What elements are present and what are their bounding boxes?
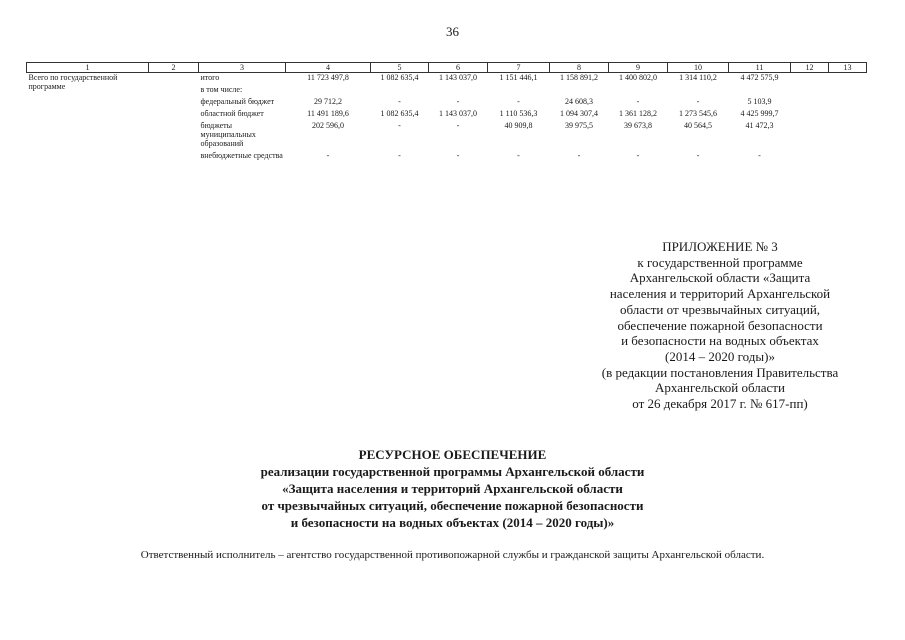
budget-table bbox=[26, 62, 867, 163]
appendix-line: ПРИЛОЖЕНИЕ № 3 bbox=[662, 239, 778, 254]
amount-cell: - bbox=[456, 97, 460, 106]
title-line: реализации государственной программы Архангельской области bbox=[260, 464, 645, 479]
appendix-line: населения и территорий Архангельской bbox=[609, 286, 831, 302]
column-header: 8 bbox=[550, 63, 609, 73]
amount-cell: 4 472 575,9 bbox=[740, 73, 779, 82]
amount-cell: - bbox=[517, 97, 520, 106]
amount-cell: 39 673,8 bbox=[624, 121, 652, 130]
amount-cell: 1 273 545,6 bbox=[679, 109, 717, 118]
amount-cell: 5 103,9 bbox=[747, 97, 772, 106]
amount-cell: 4 425 999,7 bbox=[740, 109, 779, 118]
amount-cell: - bbox=[696, 97, 700, 106]
amount-cell bbox=[829, 85, 867, 97]
column-header: 1 bbox=[27, 63, 149, 73]
title-line: РЕСУРСНОЕ ОБЕСПЕЧЕНИЕ bbox=[358, 447, 547, 462]
program-total-label: Всего по государственной программе bbox=[28, 73, 118, 91]
amount-cell: 1 314 110,2 bbox=[679, 73, 717, 82]
amount-cell: 11 491 189,6 bbox=[307, 109, 349, 118]
amount-cell bbox=[791, 109, 829, 121]
amount-cell bbox=[829, 121, 867, 151]
amount-cell bbox=[488, 85, 550, 97]
amount-cell: 202 596,0 bbox=[312, 121, 344, 130]
column-header: 4 bbox=[286, 63, 371, 73]
amount-cell bbox=[429, 85, 488, 97]
table-body bbox=[27, 73, 867, 164]
appendix-line: и безопасности на водных объектах bbox=[621, 333, 819, 349]
amount-cell bbox=[791, 85, 829, 97]
amount-cell: 1 110 536,3 bbox=[499, 109, 538, 118]
amount-cell: 24 608,3 bbox=[565, 97, 593, 106]
amount-cell: - bbox=[398, 97, 401, 106]
amount-cell: - bbox=[517, 151, 520, 160]
empty-cell bbox=[149, 73, 199, 164]
amount-cell: - bbox=[456, 121, 460, 130]
amount-cell: 29 712,2 bbox=[314, 97, 342, 106]
amount-cell: - bbox=[398, 151, 401, 160]
amount-cell bbox=[791, 97, 829, 109]
amount-cell: 41 472,3 bbox=[745, 121, 774, 130]
amount-cell: - bbox=[326, 151, 330, 160]
amount-cell: 40 564,5 bbox=[684, 121, 712, 130]
amount-cell: 1 158 891,2 bbox=[560, 73, 598, 82]
amount-cell: 1 143 037,0 bbox=[439, 109, 477, 118]
amount-cell: - bbox=[696, 151, 700, 160]
amount-cell: 11 723 497,8 bbox=[307, 73, 349, 82]
table-header-row bbox=[27, 63, 867, 73]
amount-cell: 1 151 446,1 bbox=[499, 73, 538, 82]
amount-cell: - bbox=[636, 97, 640, 106]
funding-source: в том числе: bbox=[200, 85, 243, 94]
appendix-line: (2014 – 2020 годы)» bbox=[665, 348, 775, 364]
amount-cell: - bbox=[577, 151, 581, 160]
responsible-executor: Ответственный исполнитель – агентство государственной противопожарной службы и гражданской защиты Архангельской области. bbox=[140, 549, 765, 561]
amount-cell bbox=[829, 73, 867, 86]
amount-cell: 1 082 635,4 bbox=[380, 73, 419, 82]
amount-cell bbox=[668, 85, 729, 97]
appendix-block bbox=[560, 239, 880, 412]
amount-cell bbox=[550, 85, 609, 97]
amount-cell: 1 082 635,4 bbox=[380, 109, 419, 118]
appendix-line: (в редакции постановления Правительства bbox=[601, 364, 839, 380]
column-header: 6 bbox=[429, 63, 488, 73]
amount-cell: - bbox=[456, 151, 460, 160]
appendix-line: от 26 декабря 2017 г. № 617-пп) bbox=[632, 396, 808, 412]
amount-cell: 39 975,5 bbox=[565, 121, 593, 130]
title-line: «Защита населения и территорий Архангельской области bbox=[282, 481, 623, 496]
appendix-line: к государственной программе bbox=[637, 254, 803, 270]
column-header: 2 bbox=[149, 63, 199, 73]
appendix-line: обеспечение пожарной безопасности bbox=[617, 317, 823, 333]
funding-source: бюджеты муниципальных образований bbox=[200, 121, 256, 148]
amount-cell bbox=[791, 151, 829, 163]
amount-cell: 1 143 037,0 bbox=[439, 73, 477, 82]
page-number: 36 bbox=[446, 24, 459, 39]
amount-cell bbox=[829, 151, 867, 163]
column-header: 7 bbox=[488, 63, 550, 73]
appendix-line: Архангельской области bbox=[655, 380, 785, 396]
amount-cell: - bbox=[398, 121, 401, 130]
amount-cell bbox=[371, 85, 429, 97]
column-header: 9 bbox=[609, 63, 668, 73]
appendix-line: области от чрезвычайных ситуаций, bbox=[619, 301, 821, 317]
amount-cell: 40 909,8 bbox=[504, 121, 533, 130]
column-header: 5 bbox=[371, 63, 429, 73]
funding-source: внебюджетные средства bbox=[200, 151, 283, 160]
funding-source: федеральный бюджет bbox=[200, 97, 275, 106]
column-header: 11 bbox=[729, 63, 791, 73]
funding-source: итого bbox=[200, 73, 220, 82]
table-row bbox=[27, 73, 867, 86]
amount-cell: 1 094 307,4 bbox=[560, 109, 598, 118]
title-line: и безопасности на водных объектах (2014 – 2020 годы)» bbox=[290, 515, 615, 530]
column-header: 13 bbox=[829, 63, 867, 73]
funding-source: областной бюджет bbox=[200, 109, 264, 118]
document-title bbox=[0, 446, 905, 531]
amount-cell: 1 361 128,2 bbox=[619, 109, 657, 118]
column-header: 12 bbox=[791, 63, 829, 73]
amount-cell bbox=[729, 85, 791, 97]
amount-cell bbox=[791, 73, 829, 86]
amount-cell bbox=[791, 121, 829, 151]
column-header: 3 bbox=[199, 63, 286, 73]
appendix-line: Архангельской области «Защита bbox=[629, 270, 811, 286]
title-line: от чрезвычайных ситуаций, обеспечение пожарной безопасности bbox=[261, 498, 644, 513]
amount-cell: - bbox=[758, 151, 761, 160]
amount-cell bbox=[829, 97, 867, 109]
amount-cell bbox=[286, 85, 371, 97]
amount-cell bbox=[829, 109, 867, 121]
amount-cell bbox=[609, 85, 668, 97]
column-header: 10 bbox=[668, 63, 729, 73]
amount-cell: - bbox=[636, 151, 640, 160]
amount-cell: 1 400 802,0 bbox=[619, 73, 657, 82]
